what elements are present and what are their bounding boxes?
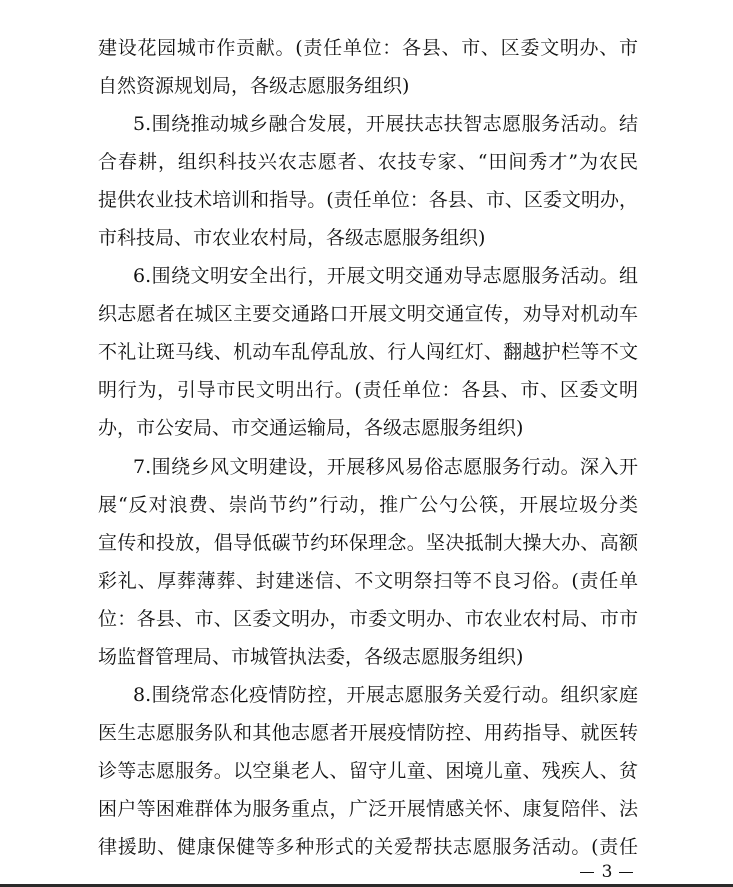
text-line: 医生志愿服务队和其他志愿者开展疫情防控、用药指导、就医转 <box>98 722 638 744</box>
text-line: 不礼让斑马线、机动车乱停乱放、行人闯红灯、翻越护栏等不文 <box>98 341 638 363</box>
text-line: 诊等志愿服务。以空巢老人、留守儿童、困境儿童、残疾人、贫 <box>98 760 638 782</box>
text-line: 自然资源规划局，各级志愿服务组织) <box>98 75 410 97</box>
text-line: 困户等困难群体为服务重点，广泛开展情感关怀、康复陪伴、法 <box>98 798 638 820</box>
item-8-heading-line: 8.围绕常态化疫情防控，开展志愿服务关爱行动。组织家庭 <box>133 684 638 706</box>
page-number: 3 <box>601 862 613 882</box>
text-line: 织志愿者在城区主要交通路口开展文明交通宣传，劝导对机动车 <box>98 303 638 325</box>
text-line: 位：各县、市、区委文明办，市委文明办、市农业农村局、市市 <box>98 608 638 630</box>
text-line: 宣传和投放，倡导低碳节约环保理念。坚决抵制大操大办、高额 <box>98 532 638 554</box>
text-line: 展“反对浪费、崇尚节约”行动，推广公勺公筷，开展垃圾分类 <box>98 494 638 516</box>
text-line: 建设花园城市作贡献。(责任单位：各县、市、区委文明办、市 <box>98 37 638 59</box>
page-number-dash-left <box>580 872 594 873</box>
text-line: 提供农业技术培训和指导。(责任单位：各县、市、区委文明办， <box>98 189 638 211</box>
text-line: 律援助、健康保健等多种形式的关爱帮扶志愿服务活动。(责任 <box>98 836 638 858</box>
text-line: 办，市公安局、市交通运输局，各级志愿服务组织) <box>98 417 524 439</box>
page-number-dash-right <box>619 872 633 873</box>
text-line: 合春耕，组织科技兴农志愿者、农技专家、“田间秀才”为农民 <box>98 151 638 173</box>
text-line: 场监督管理局、市城管执法委，各级志愿服务组织) <box>98 646 524 668</box>
text-line: 市科技局、市农业农村局，各级志愿服务组织) <box>98 227 486 249</box>
item-7-heading-line: 7.围绕乡风文明建设，开展移风易俗志愿服务行动。深入开 <box>133 456 638 478</box>
text-line: 明行为，引导市民文明出行。(责任单位：各县、市、区委文明 <box>98 379 638 401</box>
item-5-heading-line: 5.围绕推动城乡融合发展，开展扶志扶智志愿服务活动。结 <box>133 113 638 135</box>
text-line: 彩礼、厚葬薄葬、封建迷信、不文明祭扫等不良习俗。(责任单 <box>98 570 638 592</box>
item-6-heading-line: 6.围绕文明安全出行，开展文明交通劝导志愿服务活动。组 <box>133 265 638 287</box>
